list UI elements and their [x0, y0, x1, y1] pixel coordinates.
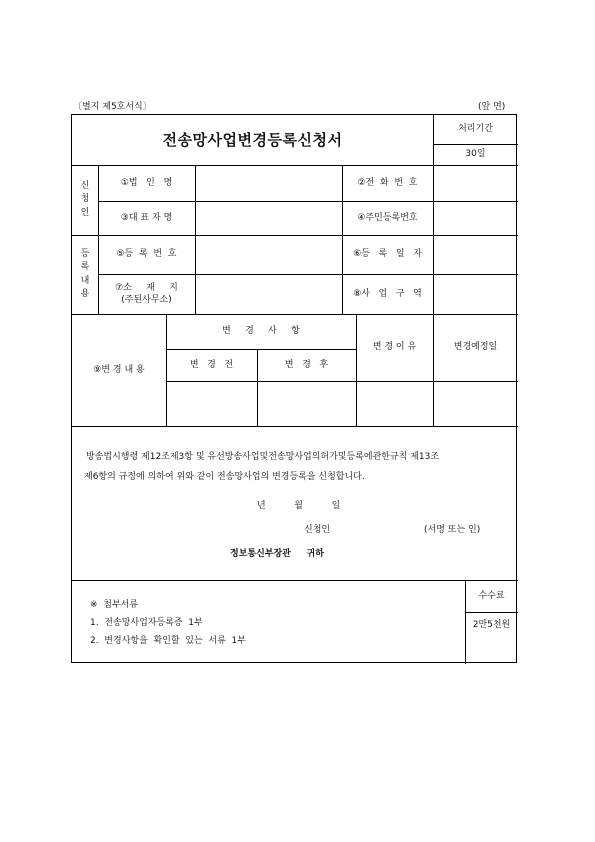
location-field[interactable] [195, 274, 342, 314]
label-char: 용 [80, 289, 90, 299]
reg-date-label: ⑥등 록 일 자 [353, 249, 422, 260]
form-title: 전송망사업변경등록신청서 [162, 130, 343, 149]
applicant-sign-label: 신청인 [304, 525, 331, 535]
location-label-main: ⑦소 재 지 [115, 282, 178, 293]
application-form [71, 114, 517, 663]
change-reason-header: 변 경 이 유 [372, 342, 417, 353]
applicant-section-label [72, 165, 98, 235]
before-change-header: 변 경 전 [189, 359, 234, 370]
resident-no-field[interactable] [433, 201, 518, 235]
label-char: 등 [80, 248, 90, 259]
corp-name-field[interactable] [195, 165, 342, 201]
addressee: 정보통신부장관 귀하 [230, 549, 324, 559]
label-char: 록 [80, 262, 90, 272]
planned-date-header: 변경예정일 [453, 342, 498, 353]
rule [72, 426, 518, 427]
location-label-sub: (주된사무소) [121, 295, 172, 305]
reg-no-label: ⑤등 록 번 호 [116, 249, 177, 260]
rule [72, 580, 518, 581]
registration-section-label [72, 235, 98, 314]
statement-line-2: 제6항의 규정에 의하여 위와 같이 전송망사업의 변경등록을 신청합니다. [84, 472, 365, 482]
business-area-label: ⑧사 업 구 역 [353, 288, 422, 299]
change-items-header: 변 경 사 항 [222, 326, 300, 337]
resident-no-label: ④주민등록번호 [357, 212, 418, 223]
representative-field[interactable] [195, 201, 342, 235]
page-side: (앞 면) [478, 102, 506, 112]
attachment-item-1: 1. 전송망사업자등록증 1부 [90, 618, 203, 628]
reg-date-field[interactable] [433, 235, 518, 274]
processing-label: 처리기간 [458, 124, 493, 135]
statement-date: 년 월 일 [257, 501, 341, 511]
sign-or-seal: (서명 또는 인) [424, 525, 481, 535]
location-label [98, 274, 195, 314]
corp-name-label: ①법 인 명 [120, 177, 173, 188]
change-reason-field[interactable] [356, 381, 433, 426]
before-change-field[interactable] [166, 381, 257, 426]
representative-label: ③대 표 자 명 [120, 212, 173, 223]
planned-date-field[interactable] [433, 381, 518, 426]
after-change-field[interactable] [257, 381, 356, 426]
form-number: 〔별지 제5호서식〕 [73, 102, 152, 112]
fee-value: 2만5천원 [472, 619, 511, 630]
label-char: 신 [80, 180, 90, 191]
label-char: 내 [80, 275, 90, 286]
business-area-field[interactable] [433, 274, 518, 314]
processing-value: 30일 [465, 149, 486, 160]
attachments-title: ※ 첨부서류 [90, 600, 139, 610]
label-char: 청 [80, 194, 90, 205]
fee-label: 수수료 [478, 590, 505, 601]
after-change-header: 변 경 후 [284, 359, 329, 370]
phone-label: ②전 화 번 호 [357, 177, 418, 188]
attachment-item-2: 2. 변경사항을 확인할 있는 서류 1부 [90, 636, 246, 646]
change-content-label: ⑨변 경 내 용 [93, 364, 145, 375]
statement-line-1: 방송법시행령 제12조제3항 및 유선방송사업및전송망사업의허가및등록에관한규칙 제13조 [86, 452, 440, 462]
reg-no-field[interactable] [195, 235, 342, 274]
label-char: 인 [80, 207, 90, 218]
phone-field[interactable] [433, 165, 518, 201]
